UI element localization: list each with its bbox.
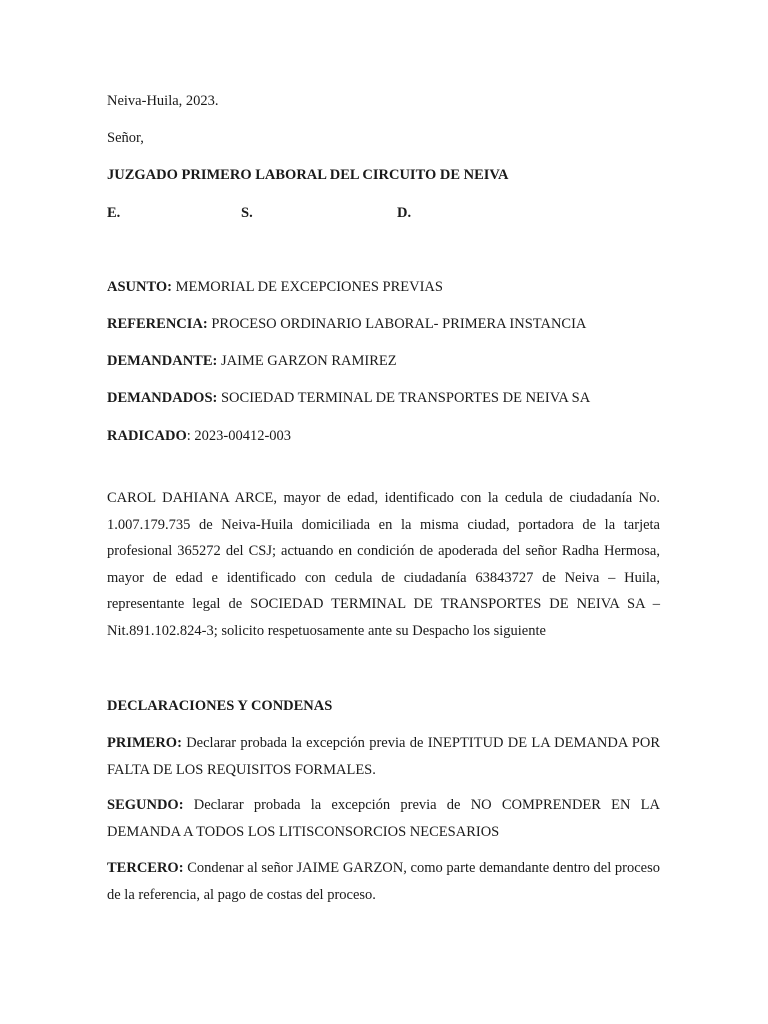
field-referencia — [107, 314, 586, 334]
place-date: Neiva-Huila, 2023. — [107, 93, 219, 109]
field-label: RADICADO — [107, 428, 187, 444]
item-text: Declarar probada la excepción previa de INEPTITUD DE LA DEMANDA POR FALTA DE LOS REQUISITOS FORMALES. — [107, 735, 660, 778]
esd-s: S. — [241, 205, 253, 221]
field-label: DEMANDANTE: — [107, 353, 218, 369]
field-asunto — [107, 277, 443, 297]
item-tercero — [107, 855, 660, 909]
field-demandante — [107, 351, 397, 371]
field-value: MEMORIAL DE EXCEPCIONES PREVIAS — [172, 279, 443, 295]
field-label: REFERENCIA: — [107, 316, 208, 332]
esd-d: D. — [397, 205, 412, 221]
item-primero — [107, 730, 660, 784]
field-value: : 2023-00412-003 — [186, 428, 292, 444]
field-label: DEMANDADOS: — [107, 390, 218, 406]
section-title: DECLARACIONES Y CONDENAS — [107, 698, 333, 714]
item-label: PRIMERO: — [107, 735, 182, 751]
field-radicado — [107, 426, 291, 446]
field-value: PROCESO ORDINARIO LABORAL- PRIMERA INSTANCIA — [207, 316, 587, 332]
esd-e: E. — [107, 205, 121, 221]
item-text: Condenar al señor JAIME GARZON, como parte demandante dentro del proceso de la referencia, al pago de costas del proceso. — [107, 860, 660, 903]
item-label: TERCERO: — [107, 860, 184, 876]
field-label: ASUNTO: — [107, 279, 172, 295]
item-segundo — [107, 792, 660, 846]
esd-line — [107, 203, 507, 223]
body-paragraph: CAROL DAHIANA ARCE, mayor de edad, identificado con la cedula de ciudadanía No. 1.007.179.735 de Neiva-Huila domiciliada en la misma ciudad, portadora de la tarjeta profesional 365272 del CSJ; actuando en condición de apoderada del señor Radha Hermosa, mayor de edad e identificado con cedula de ciudadanía 63843727 de Neiva – Huila, representante legal de SOCIEDAD TERMINAL DE TRANSPORTES DE NEIVA SA – Nit.891.102.824-3; solicito respetuosamente ante su Despacho los siguiente — [107, 490, 660, 639]
salutation: Señor, — [107, 130, 144, 146]
item-text: Declarar probada la excepción previa de NO COMPRENDER EN LA DEMANDA A TODOS LOS LITISCONSORCIOS NECESARIOS — [107, 797, 660, 840]
field-value: SOCIEDAD TERMINAL DE TRANSPORTES DE NEIVA SA — [217, 390, 591, 406]
field-value: JAIME GARZON RAMIREZ — [217, 353, 397, 369]
item-label: SEGUNDO: — [107, 797, 184, 813]
court-name: JUZGADO PRIMERO LABORAL DEL CIRCUITO DE NEIVA — [107, 167, 509, 183]
field-demandados — [107, 388, 590, 408]
